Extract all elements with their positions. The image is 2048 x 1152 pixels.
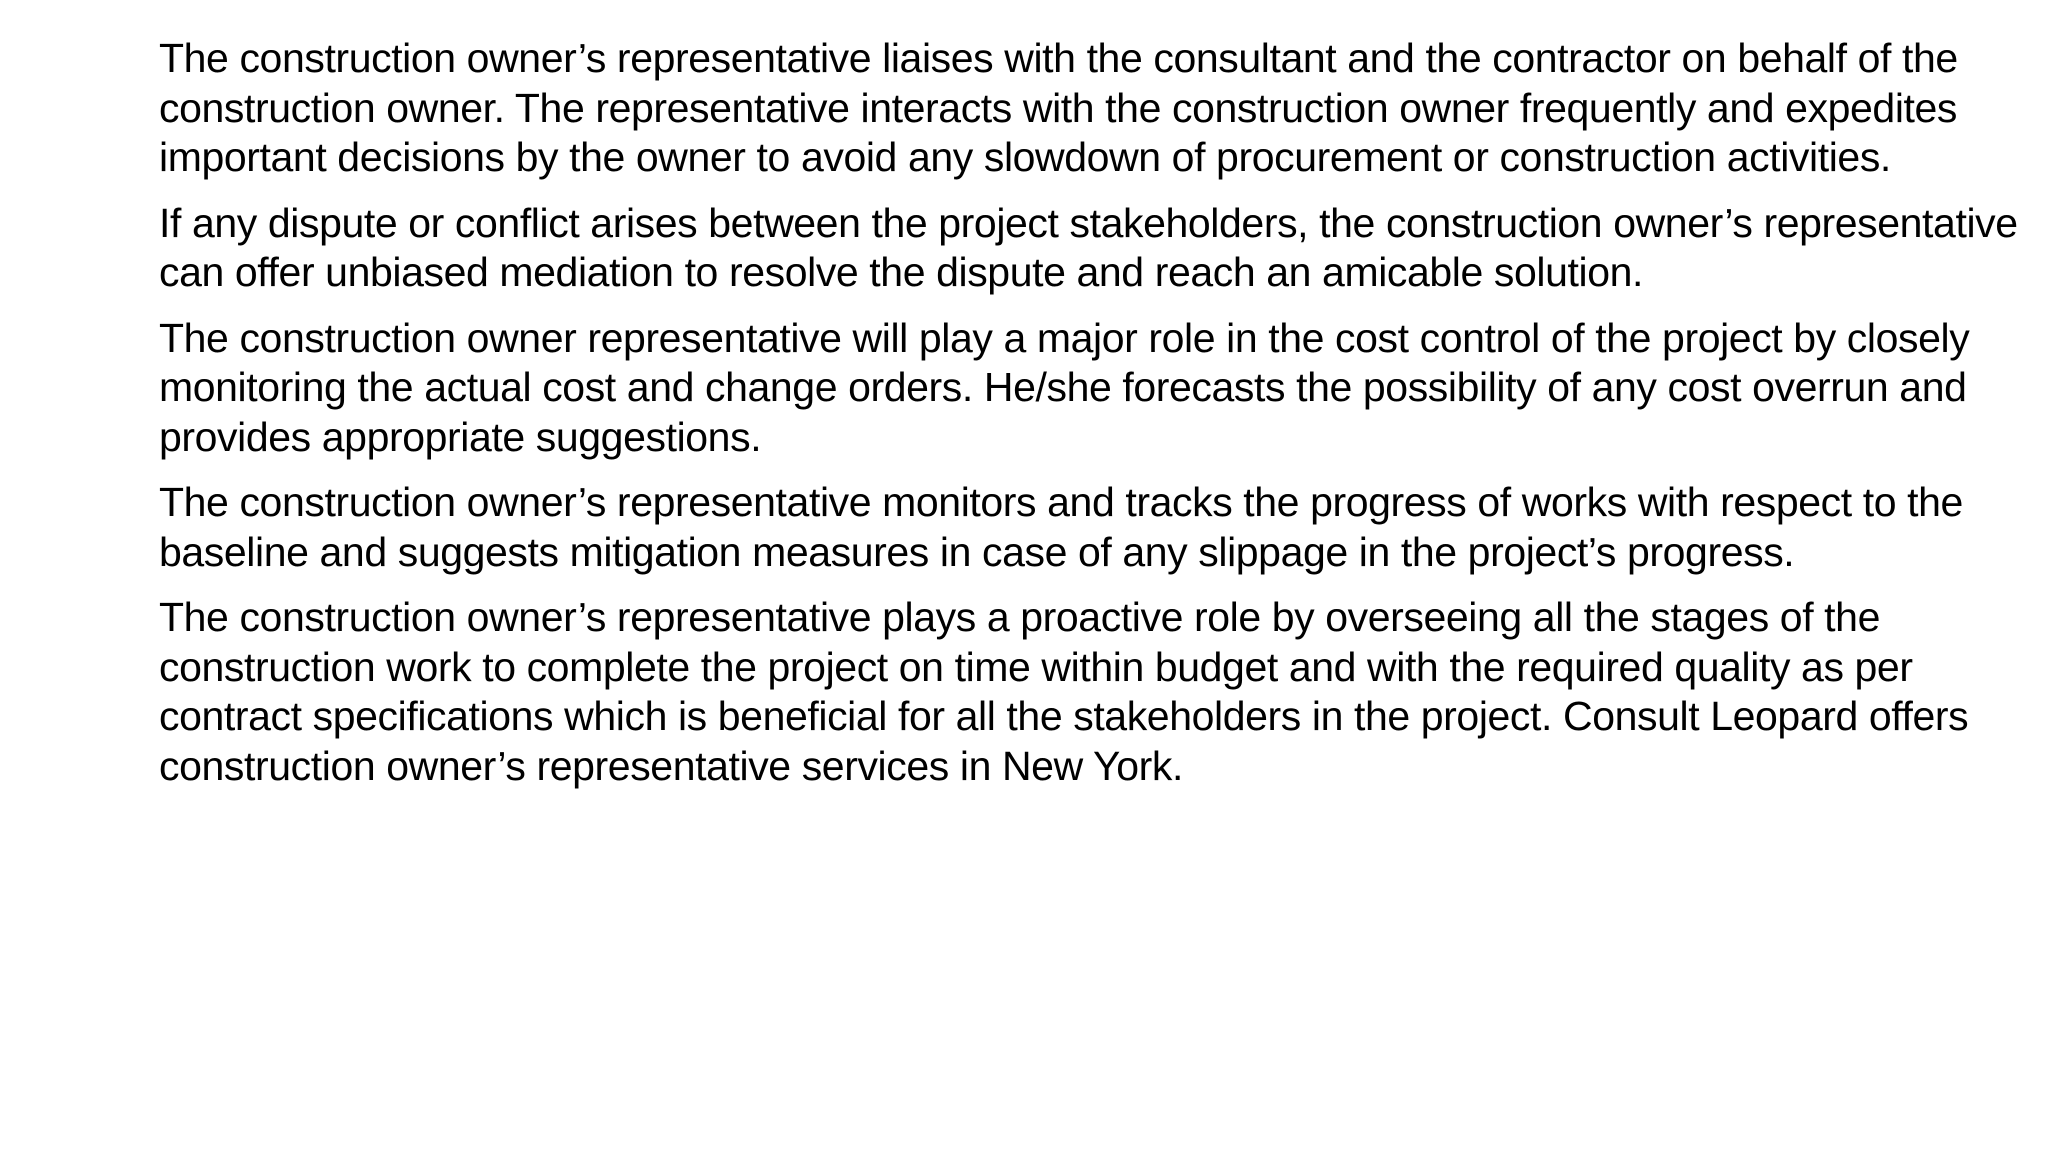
paragraph-progress-tracking: The construction owner’s representative monitors and tracks the progress of works with respect to the baseline and suggests mitigation measures in case of any slippage in the project’s progress. — [159, 479, 1963, 575]
body-text — [159, 34, 2019, 807]
paragraph-cost-control: The construction owner representative will play a major role in the cost control of the project by closely monitoring the actual cost and change orders. He/she forecasts the possibility of any cost overrun and provides appropriate suggestions. — [159, 314, 1970, 460]
paragraph-dispute-mediation: If any dispute or conflict arises between the project stakeholders, the construction owner’s representative can offer unbiased mediation to resolve the dispute and reach an amicable solution. — [159, 199, 2018, 295]
paragraph-owner-liaison: The construction owner’s representative liaises with the consultant and the contractor on behalf of the construction owner. The representative interacts with the construction owner frequently and expedites important decisions by the owner to avoid any slowdown of procurement or construction activities. — [159, 35, 1958, 180]
paragraph-proactive-role: The construction owner’s representative plays a proactive role by overseeing all the stages of the construction work to complete the project on time within budget and with the required quality as per contract specifications which is beneficial for all the stakeholders in the project. Consult Leopard offers construction owner’s representative services in New York. — [159, 594, 1969, 789]
